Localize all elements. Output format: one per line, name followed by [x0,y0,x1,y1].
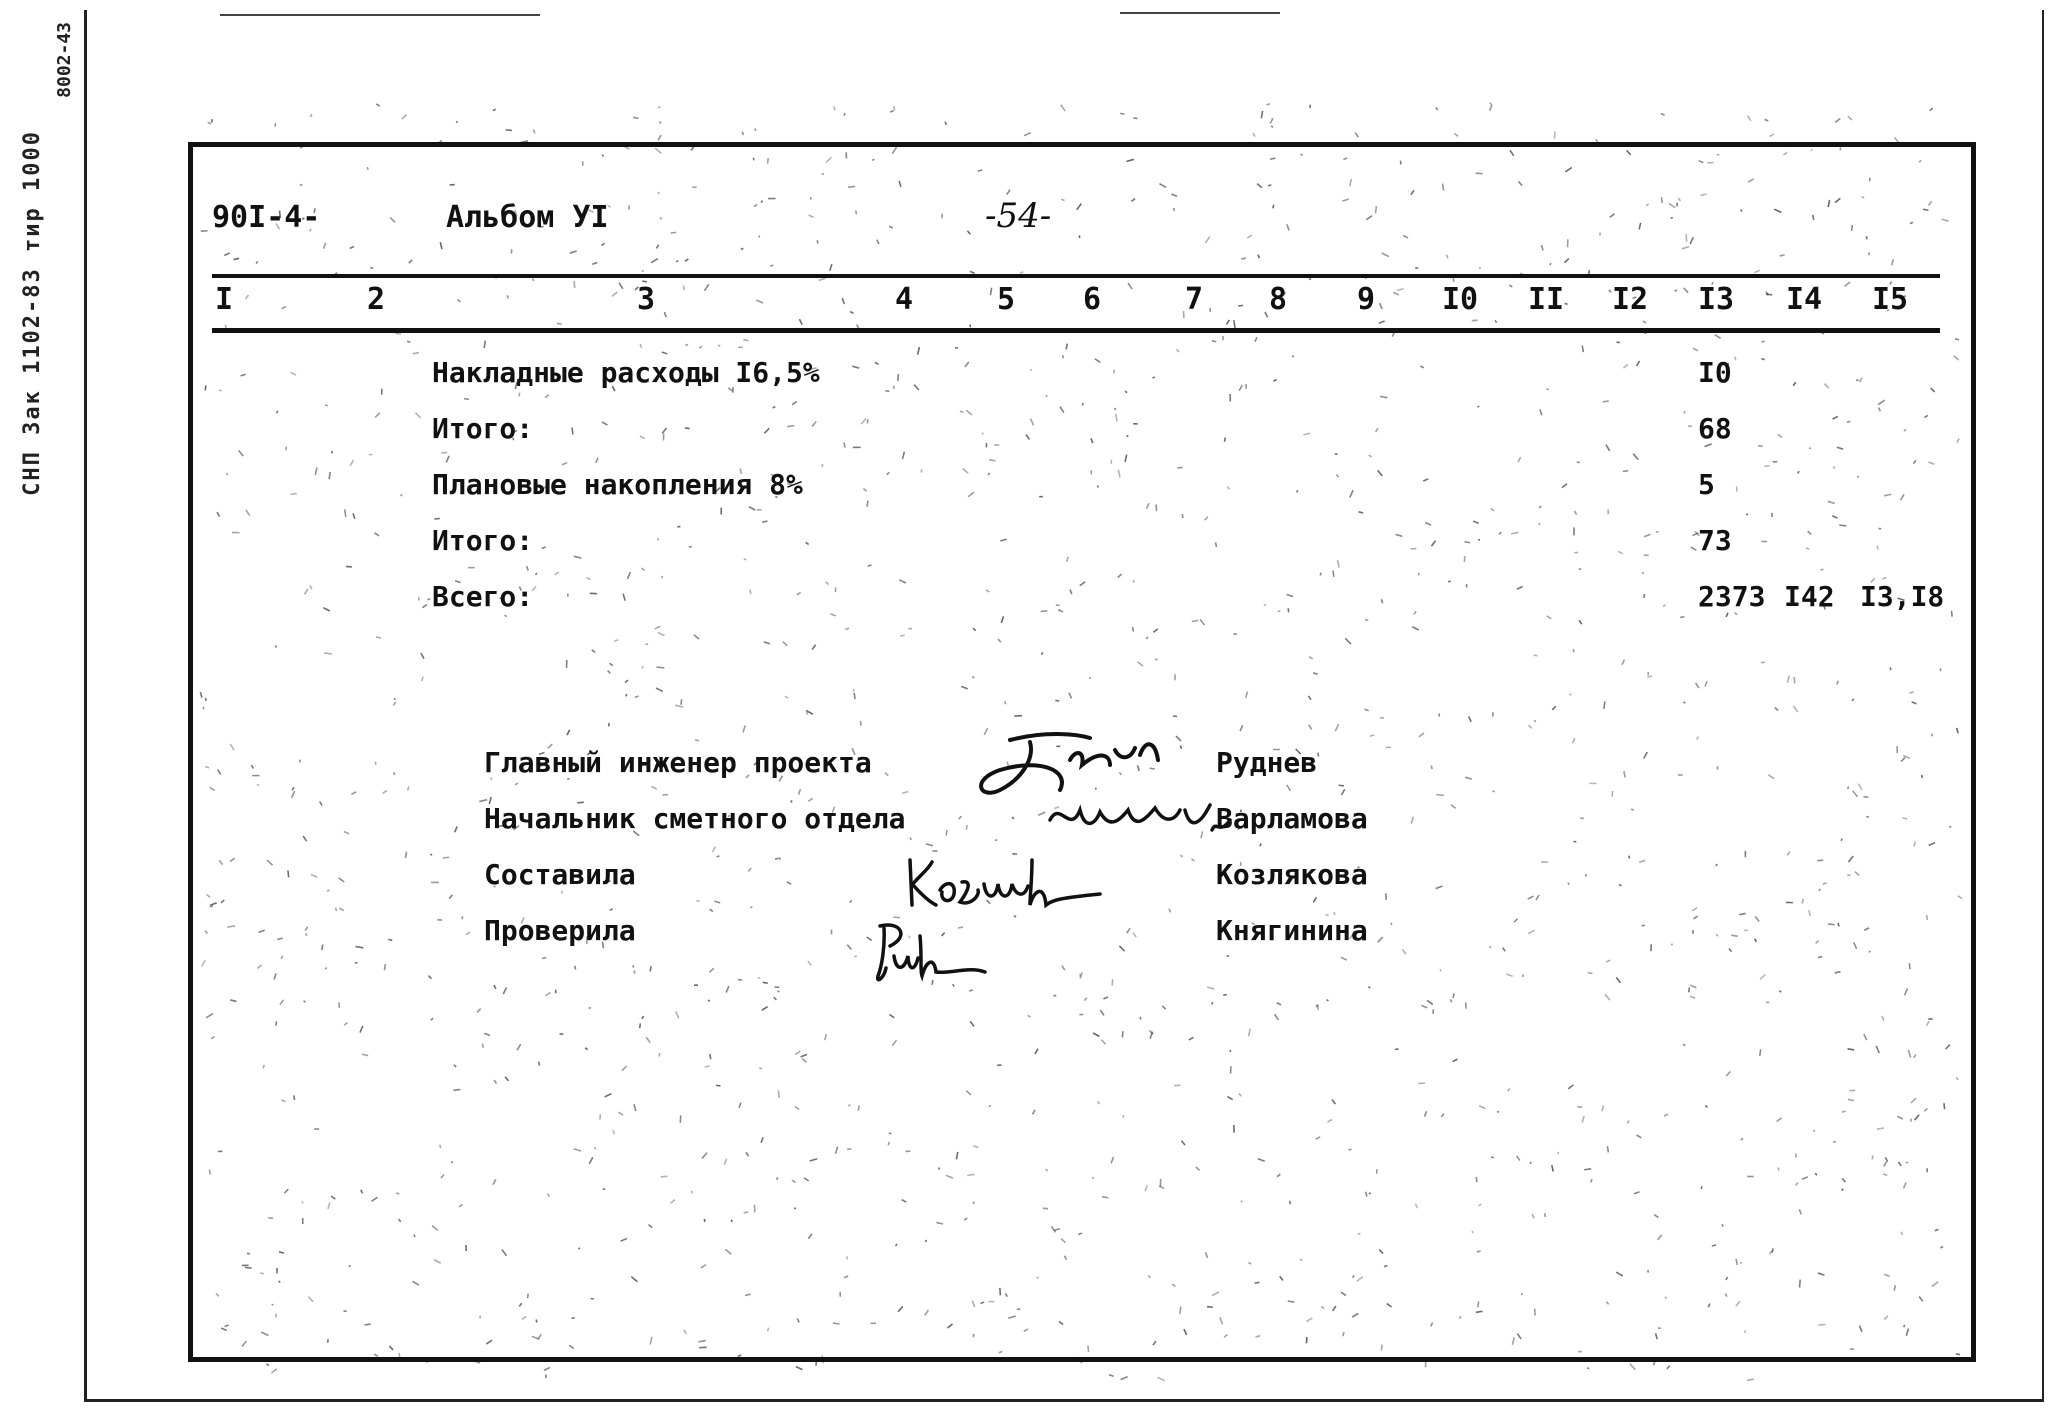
signer-role: Начальник сметного отдела [484,802,906,835]
top-edge-mark [1120,12,1280,14]
album-label: Альбом УI [446,200,609,235]
col-number: I2 [1611,282,1649,317]
col-number: I [214,282,234,317]
cell-col13: 2373 [1698,580,1766,613]
row-label: Накладные расходы I6,5% [432,356,820,389]
col-number: I5 [1871,282,1909,317]
cell-col15: I3,I8 [1860,580,1945,613]
cell-col13: 5 [1698,468,1715,501]
cell-col13: 68 [1698,412,1732,445]
header-rule-bottom [212,328,1940,333]
header-rule-top [212,274,1940,278]
signer-role: Проверила [484,914,636,947]
col-number: I3 [1697,282,1735,317]
row-label: Итого: [432,524,534,557]
col-number: 5 [996,282,1016,317]
col-number: 8 [1268,282,1288,317]
col-number: 3 [636,282,656,317]
handwritten-signature [1040,790,1240,850]
cell-col13: I0 [1698,356,1732,389]
signer-name: Руднев [1216,746,1318,779]
col-number: 4 [894,282,914,317]
row-label: Итого: [432,412,534,445]
signer-name: Княгинина [1216,914,1368,947]
col-number: I4 [1785,282,1823,317]
row-label: Плановые накопления 8% [432,468,803,501]
col-number: 7 [1184,282,1204,317]
cell-col14: I42 [1784,580,1835,613]
signer-name: Варламова [1216,802,1368,835]
col-number: 2 [366,282,386,317]
col-number: 6 [1082,282,1102,317]
doc-code: 90I-4- [212,200,321,235]
signer-role: Составила [484,858,636,891]
col-number: II [1527,282,1565,317]
margin-code: 8002-43 [54,22,75,98]
row-label: Всего: [432,580,534,613]
margin-print-note: СНП Зак 1102-83 тир 1000 [20,130,45,496]
handwritten-signature [870,916,990,996]
signer-role: Главный инженер проекта [484,746,872,779]
signer-name: Козлякова [1216,858,1368,891]
top-edge-mark [220,14,540,16]
cell-col13: 73 [1698,524,1732,557]
handwritten-signature [900,850,1120,920]
col-number: 9 [1356,282,1376,317]
col-number: I0 [1441,282,1479,317]
page-number: -54- [985,196,1052,236]
